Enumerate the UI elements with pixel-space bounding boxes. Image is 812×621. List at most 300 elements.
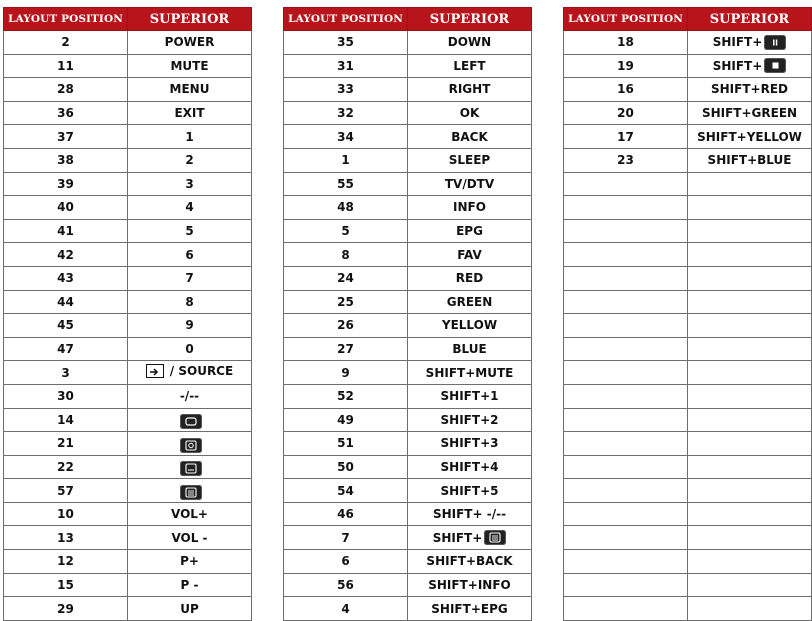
header-superior: SUPERIOR bbox=[408, 8, 532, 31]
key-function-cell bbox=[408, 78, 532, 102]
key-function-cell bbox=[688, 290, 812, 314]
layout-position-cell: 1 bbox=[284, 148, 408, 172]
key-function bbox=[431, 602, 507, 616]
layout-position-cell: 18 bbox=[564, 31, 688, 55]
table-row bbox=[4, 125, 252, 149]
table-row bbox=[564, 31, 812, 55]
key-function bbox=[181, 578, 199, 592]
layout-position-cell: 37 bbox=[4, 125, 128, 149]
key-function-label: SLEEP bbox=[448, 153, 491, 168]
table-row bbox=[284, 101, 532, 125]
key-function-cell bbox=[688, 432, 812, 456]
table-row bbox=[4, 502, 252, 526]
table-row bbox=[4, 196, 252, 220]
key-function-cell bbox=[128, 266, 252, 290]
layout-position-cell bbox=[564, 172, 688, 196]
key-function-cell bbox=[688, 384, 812, 408]
key-function-cell bbox=[408, 455, 532, 479]
layout-position-cell bbox=[564, 479, 688, 503]
key-function-cell bbox=[408, 243, 532, 267]
key-function-cell bbox=[408, 408, 532, 432]
key-function-label: / SOURCE bbox=[169, 364, 234, 379]
layout-position-cell: 40 bbox=[4, 196, 128, 220]
key-function-cell bbox=[408, 550, 532, 574]
table-row bbox=[4, 78, 252, 102]
header-superior: SUPERIOR bbox=[128, 8, 252, 31]
key-function-cell bbox=[408, 31, 532, 55]
table-row bbox=[564, 408, 812, 432]
key-function bbox=[702, 106, 797, 120]
key-function bbox=[426, 366, 514, 380]
layout-position-cell: 10 bbox=[4, 502, 128, 526]
key-function bbox=[441, 389, 499, 403]
table-row bbox=[564, 337, 812, 361]
table-row bbox=[284, 243, 532, 267]
key-function-label: SHIFT+MUTE bbox=[425, 365, 514, 380]
layout-position-cell: 11 bbox=[4, 54, 128, 78]
key-function bbox=[433, 530, 507, 545]
layout-position-cell bbox=[564, 361, 688, 385]
table-row bbox=[564, 219, 812, 243]
key-function-label: SHIFT+EPG bbox=[431, 601, 508, 616]
table-row bbox=[4, 148, 252, 172]
key-function-label: 5 bbox=[185, 224, 194, 239]
key-function-cell bbox=[408, 196, 532, 220]
table-row bbox=[284, 54, 532, 78]
text-list-icon bbox=[180, 485, 202, 500]
table-row bbox=[284, 384, 532, 408]
table-row bbox=[284, 314, 532, 338]
table-row bbox=[564, 101, 812, 125]
layout-position-cell: 55 bbox=[284, 172, 408, 196]
layout-position-cell: 39 bbox=[4, 172, 128, 196]
table-row bbox=[284, 479, 532, 503]
table-row bbox=[4, 54, 252, 78]
key-function-cell bbox=[408, 479, 532, 503]
key-function-cell bbox=[128, 196, 252, 220]
key-function-cell bbox=[688, 101, 812, 125]
layout-position-cell: 29 bbox=[4, 597, 128, 621]
key-function bbox=[185, 153, 193, 167]
layout-position-cell bbox=[564, 502, 688, 526]
table-row bbox=[564, 432, 812, 456]
key-function-cell bbox=[128, 432, 252, 456]
key-function-label: UP bbox=[180, 601, 199, 616]
stop-icon bbox=[764, 58, 786, 73]
key-function-cell bbox=[688, 54, 812, 78]
layout-position-cell: 23 bbox=[564, 148, 688, 172]
layout-position-cell: 14 bbox=[4, 408, 128, 432]
key-function-label: MENU bbox=[169, 82, 210, 97]
key-table-3 bbox=[563, 7, 812, 621]
key-function bbox=[457, 248, 482, 262]
key-function-cell bbox=[408, 125, 532, 149]
key-function-cell bbox=[128, 502, 252, 526]
key-function-label: MUTE bbox=[170, 58, 209, 73]
key-function-label: P+ bbox=[180, 554, 199, 569]
key-function bbox=[185, 200, 193, 214]
key-function bbox=[447, 295, 493, 309]
key-function-cell bbox=[128, 479, 252, 503]
key-function-cell bbox=[128, 573, 252, 597]
layout-position-cell: 7 bbox=[284, 526, 408, 550]
key-function-label: YELLOW bbox=[441, 318, 498, 333]
layout-position-cell bbox=[564, 550, 688, 574]
table-row bbox=[4, 337, 252, 361]
key-function-label: SHIFT+2 bbox=[440, 412, 499, 427]
table-row bbox=[284, 125, 532, 149]
layout-position-cell: 33 bbox=[284, 78, 408, 102]
key-function-cell bbox=[688, 550, 812, 574]
layout-position-cell: 48 bbox=[284, 196, 408, 220]
table-row bbox=[284, 219, 532, 243]
layout-position-cell: 54 bbox=[284, 479, 408, 503]
table-row bbox=[4, 361, 252, 385]
key-function-cell bbox=[128, 337, 252, 361]
key-function-label: BACK bbox=[451, 129, 488, 144]
table-row bbox=[4, 219, 252, 243]
layout-position-cell: 35 bbox=[284, 31, 408, 55]
key-function bbox=[453, 200, 486, 214]
key-function-cell bbox=[128, 101, 252, 125]
header-row bbox=[284, 8, 532, 31]
key-function-label: EXIT bbox=[174, 106, 205, 121]
table-row bbox=[4, 101, 252, 125]
layout-position-cell bbox=[564, 219, 688, 243]
layout-position-cell: 51 bbox=[284, 432, 408, 456]
key-function bbox=[146, 364, 233, 378]
key-function-cell bbox=[128, 455, 252, 479]
layout-position-cell: 38 bbox=[4, 148, 128, 172]
layout-position-cell: 12 bbox=[4, 550, 128, 574]
layout-position-cell bbox=[564, 266, 688, 290]
header-row bbox=[564, 8, 812, 31]
table-row bbox=[564, 573, 812, 597]
key-function-label: RED bbox=[455, 271, 484, 286]
layout-position-cell: 43 bbox=[4, 266, 128, 290]
key-function bbox=[441, 484, 499, 498]
layout-position-cell: 8 bbox=[284, 243, 408, 267]
layout-position-cell: 16 bbox=[564, 78, 688, 102]
layout-position-cell bbox=[564, 408, 688, 432]
table-row bbox=[564, 290, 812, 314]
table-row bbox=[4, 432, 252, 456]
key-table-2 bbox=[283, 7, 532, 621]
table-row bbox=[564, 502, 812, 526]
key-function-label: 3 bbox=[185, 176, 194, 191]
key-function bbox=[178, 414, 202, 429]
table-row bbox=[4, 314, 252, 338]
table-row bbox=[284, 408, 532, 432]
table-row bbox=[284, 361, 532, 385]
key-function-cell bbox=[128, 243, 252, 267]
key-function bbox=[449, 82, 491, 96]
layout-position-cell bbox=[564, 455, 688, 479]
pause-icon bbox=[764, 35, 786, 50]
layout-position-cell: 42 bbox=[4, 243, 128, 267]
key-function-cell bbox=[128, 219, 252, 243]
header-layout-position: LAYOUT POSITION bbox=[4, 8, 128, 31]
layout-position-cell bbox=[564, 290, 688, 314]
layout-position-cell: 45 bbox=[4, 314, 128, 338]
key-function-label: DOWN bbox=[447, 35, 492, 50]
key-function bbox=[456, 271, 483, 285]
layout-position-cell: 21 bbox=[4, 432, 128, 456]
key-function bbox=[713, 58, 787, 73]
table-row bbox=[4, 243, 252, 267]
input-source-icon bbox=[146, 364, 164, 378]
table-row bbox=[564, 526, 812, 550]
key-function bbox=[711, 82, 788, 96]
header-layout-position: LAYOUT POSITION bbox=[284, 8, 408, 31]
layout-position-cell bbox=[564, 337, 688, 361]
layout-position-cell: 44 bbox=[4, 290, 128, 314]
key-function-cell bbox=[128, 31, 252, 55]
key-function bbox=[170, 59, 208, 73]
table-row bbox=[284, 172, 532, 196]
key-function-cell bbox=[688, 314, 812, 338]
header-superior: SUPERIOR bbox=[688, 8, 812, 31]
header-row bbox=[4, 8, 252, 31]
table-row bbox=[564, 384, 812, 408]
key-function bbox=[180, 389, 199, 403]
key-function-label: RIGHT bbox=[448, 82, 491, 97]
layout-position-cell bbox=[564, 384, 688, 408]
key-function bbox=[456, 224, 483, 238]
layout-position-cell: 34 bbox=[284, 125, 408, 149]
key-table-1 bbox=[3, 7, 252, 621]
key-function-cell bbox=[128, 526, 252, 550]
table-row bbox=[564, 172, 812, 196]
key-function-label: 9 bbox=[185, 318, 194, 333]
layout-position-cell: 4 bbox=[284, 597, 408, 621]
key-function bbox=[185, 342, 193, 356]
key-function-label: 1 bbox=[185, 129, 194, 144]
key-function-cell bbox=[408, 54, 532, 78]
key-function-cell bbox=[408, 266, 532, 290]
layout-position-cell: 9 bbox=[284, 361, 408, 385]
key-function-cell bbox=[408, 101, 532, 125]
layout-position-cell: 32 bbox=[284, 101, 408, 125]
key-function bbox=[453, 59, 485, 73]
key-function-cell bbox=[688, 125, 812, 149]
key-function bbox=[180, 602, 199, 616]
key-function bbox=[441, 413, 499, 427]
key-function bbox=[442, 318, 497, 332]
key-function bbox=[178, 485, 202, 500]
key-function-cell bbox=[688, 266, 812, 290]
layout-position-cell bbox=[564, 432, 688, 456]
table-row bbox=[4, 384, 252, 408]
layout-position-cell: 3 bbox=[4, 361, 128, 385]
key-function-cell bbox=[688, 502, 812, 526]
key-function bbox=[170, 82, 210, 96]
table-row bbox=[284, 455, 532, 479]
key-function-label: LEFT bbox=[453, 58, 486, 73]
key-function-label: VOL - bbox=[171, 530, 208, 545]
layout-position-cell: 2 bbox=[4, 31, 128, 55]
layout-position-cell: 47 bbox=[4, 337, 128, 361]
key-function-label: TV/DTV bbox=[444, 176, 495, 191]
layout-position-cell: 22 bbox=[4, 455, 128, 479]
table-row bbox=[284, 337, 532, 361]
key-function-cell bbox=[688, 337, 812, 361]
key-function-cell bbox=[128, 550, 252, 574]
key-function bbox=[185, 130, 193, 144]
key-function-label: SHIFT+5 bbox=[440, 483, 499, 498]
layout-position-cell: 17 bbox=[564, 125, 688, 149]
table-row bbox=[564, 125, 812, 149]
table-row bbox=[284, 432, 532, 456]
table-row bbox=[284, 526, 532, 550]
key-function-cell bbox=[688, 573, 812, 597]
key-function bbox=[174, 106, 204, 120]
key-function bbox=[185, 224, 193, 238]
layout-position-cell: 52 bbox=[284, 384, 408, 408]
key-function-cell bbox=[688, 196, 812, 220]
key-function-label: SHIFT+1 bbox=[440, 389, 499, 404]
key-function bbox=[185, 295, 193, 309]
key-function-label: 8 bbox=[185, 294, 194, 309]
key-function bbox=[185, 248, 193, 262]
table-row bbox=[284, 290, 532, 314]
layout-position-cell: 6 bbox=[284, 550, 408, 574]
layout-position-cell bbox=[564, 196, 688, 220]
key-function-cell bbox=[408, 148, 532, 172]
key-function-label: GREEN bbox=[446, 294, 493, 309]
table-row bbox=[564, 196, 812, 220]
layout-position-cell: 19 bbox=[564, 54, 688, 78]
key-function-label: FAV bbox=[457, 247, 482, 262]
key-function-label: SHIFT+ bbox=[432, 530, 483, 545]
key-function-cell bbox=[688, 219, 812, 243]
layout-position-cell: 56 bbox=[284, 573, 408, 597]
key-function bbox=[452, 342, 486, 356]
table-row bbox=[564, 550, 812, 574]
key-function-cell bbox=[688, 479, 812, 503]
key-function-cell bbox=[408, 337, 532, 361]
key-function bbox=[460, 106, 480, 120]
table-row bbox=[284, 502, 532, 526]
key-function-label: VOL+ bbox=[171, 507, 208, 522]
table-row bbox=[284, 266, 532, 290]
layout-position-cell: 20 bbox=[564, 101, 688, 125]
key-function bbox=[180, 554, 199, 568]
key-function-cell bbox=[688, 31, 812, 55]
table-row bbox=[4, 408, 252, 432]
key-function-cell bbox=[128, 408, 252, 432]
key-function-label: SHIFT+RED bbox=[711, 82, 788, 97]
key-function bbox=[171, 507, 208, 521]
key-function-label: EPG bbox=[456, 224, 483, 239]
key-function bbox=[178, 438, 202, 453]
table-row bbox=[284, 78, 532, 102]
key-function-label: OK bbox=[459, 106, 480, 121]
table-row bbox=[4, 290, 252, 314]
key-function bbox=[449, 153, 490, 167]
table-row bbox=[564, 54, 812, 78]
key-function bbox=[185, 271, 193, 285]
table-row bbox=[4, 550, 252, 574]
key-function bbox=[441, 460, 499, 474]
layout-position-cell: 50 bbox=[284, 455, 408, 479]
table-row bbox=[564, 455, 812, 479]
key-function-label: SHIFT+ -/-- bbox=[432, 507, 507, 522]
key-function-cell bbox=[408, 219, 532, 243]
table-row bbox=[284, 550, 532, 574]
key-function-cell bbox=[408, 290, 532, 314]
key-function-label: SHIFT+INFO bbox=[428, 577, 511, 592]
key-function-label: -/-- bbox=[179, 389, 200, 404]
table-row bbox=[564, 78, 812, 102]
table-row bbox=[4, 455, 252, 479]
layout-position-cell: 30 bbox=[4, 384, 128, 408]
table-row bbox=[284, 148, 532, 172]
layout-position-cell: 13 bbox=[4, 526, 128, 550]
key-function-label: SHIFT+ bbox=[712, 58, 763, 73]
key-function-cell bbox=[408, 502, 532, 526]
key-function-cell bbox=[128, 54, 252, 78]
key-function-cell bbox=[408, 573, 532, 597]
key-function-cell bbox=[128, 290, 252, 314]
key-function bbox=[708, 153, 792, 167]
layout-position-cell: 25 bbox=[284, 290, 408, 314]
key-function-cell bbox=[128, 148, 252, 172]
key-function bbox=[697, 130, 802, 144]
table-row bbox=[4, 172, 252, 196]
key-function-cell bbox=[688, 243, 812, 267]
layout-position-cell: 26 bbox=[284, 314, 408, 338]
key-function bbox=[171, 531, 207, 545]
key-function-label: BLUE bbox=[452, 342, 487, 357]
key-function-cell bbox=[408, 384, 532, 408]
layout-position-cell: 28 bbox=[4, 78, 128, 102]
key-function bbox=[185, 177, 193, 191]
layout-position-cell bbox=[564, 573, 688, 597]
key-function-cell bbox=[128, 172, 252, 196]
key-function-cell bbox=[128, 314, 252, 338]
key-function-label: P - bbox=[180, 577, 199, 592]
key-function-label: 7 bbox=[185, 271, 194, 286]
key-function-label: 6 bbox=[185, 247, 194, 262]
layout-position-cell bbox=[564, 526, 688, 550]
key-function-label: INFO bbox=[453, 200, 486, 215]
key-function-cell bbox=[688, 361, 812, 385]
key-function-cell bbox=[128, 384, 252, 408]
table-row bbox=[564, 314, 812, 338]
layout-position-cell: 31 bbox=[284, 54, 408, 78]
layout-position-cell: 36 bbox=[4, 101, 128, 125]
table-row bbox=[4, 526, 252, 550]
layout-position-cell: 15 bbox=[4, 573, 128, 597]
table-row bbox=[4, 266, 252, 290]
key-function-label: 2 bbox=[185, 153, 194, 168]
key-function-cell bbox=[408, 361, 532, 385]
layout-position-cell bbox=[564, 243, 688, 267]
table-row bbox=[4, 31, 252, 55]
key-function-cell bbox=[408, 526, 532, 550]
key-function-cell bbox=[688, 455, 812, 479]
key-function-cell bbox=[688, 148, 812, 172]
teletext-icon bbox=[180, 438, 202, 453]
key-function-cell bbox=[128, 78, 252, 102]
table-row bbox=[284, 31, 532, 55]
table-row bbox=[4, 573, 252, 597]
layout-position-cell: 24 bbox=[284, 266, 408, 290]
key-function-label: POWER bbox=[164, 35, 215, 50]
layout-position-cell: 27 bbox=[284, 337, 408, 361]
key-function bbox=[451, 130, 488, 144]
